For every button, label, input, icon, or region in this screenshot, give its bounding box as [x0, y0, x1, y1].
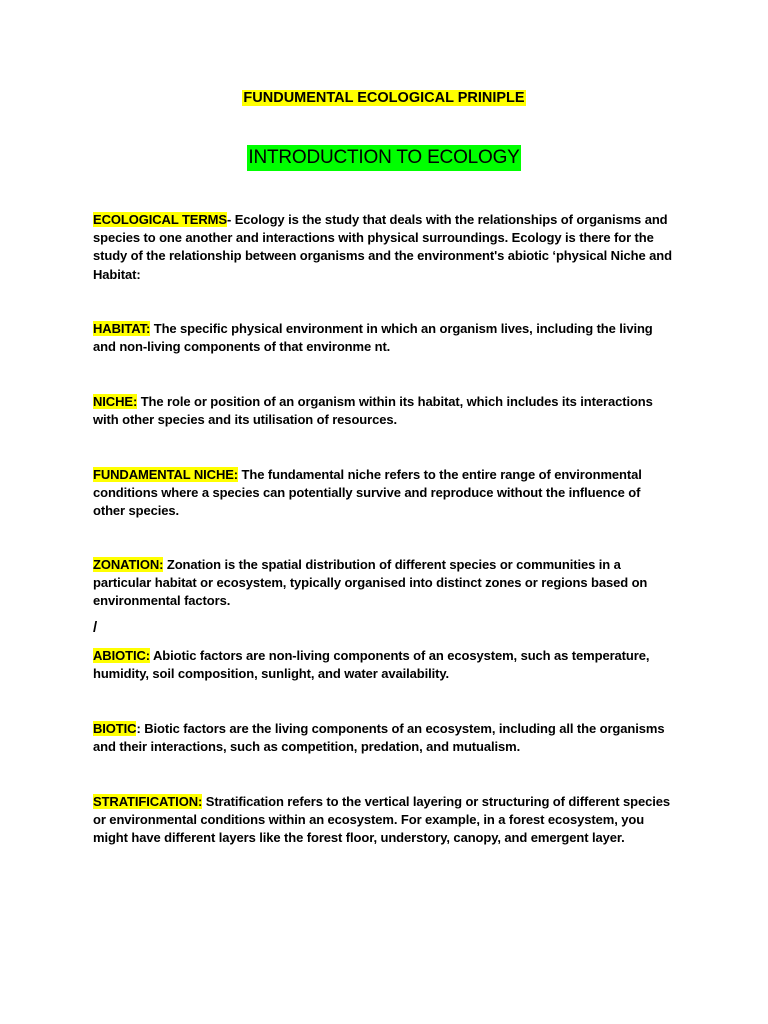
term-label: ABIOTIC: — [93, 648, 150, 663]
term-definition: : Biotic factors are the living components of an ecosystem, including all the organisms and their interactions, such as competition, predation, and mutualism. — [93, 721, 665, 755]
term-definition: The specific physical environment in which an organism lives, including the living and non-living components of that environme nt. — [93, 321, 653, 355]
term-label: FUNDAMENTAL NICHE: — [93, 467, 239, 482]
term-label: BIOTIC — [93, 721, 137, 736]
term-definition: Zonation is the spatial distribution of different species or communities in a particular habitat or ecosystem, typically organised into distinct zones or regions based on environmental factors. — [93, 557, 648, 609]
document-subtitle — [0, 145, 768, 171]
section-ecological-terms — [93, 211, 675, 284]
term-label: ECOLOGICAL TERMS — [93, 212, 227, 227]
section-habitat — [93, 320, 675, 356]
term-label: STRATIFICATION: — [93, 794, 203, 809]
section-abiotic — [93, 647, 675, 683]
term-definition: Stratification refers to the vertical layering or structuring of different species or environmental conditions within an ecosystem. For example, in a forest ecosystem, you might have different layers like the forest floor, understory, canopy, and emergent layer. — [93, 794, 670, 846]
section-zonation — [93, 556, 675, 611]
document-subtitle-text: INTRODUCTION TO ECOLOGY — [247, 145, 520, 171]
section-niche — [93, 393, 675, 429]
section-fundamental-niche — [93, 466, 675, 521]
document-title-text: FUNDUMENTAL ECOLOGICAL PRINIPLE — [243, 90, 525, 106]
term-definition: The role or position of an organism within its habitat, which includes its interactions with other species and its utilisation of resources. — [93, 394, 653, 428]
term-definition: - Ecology is the study that deals with the relationships of organisms and species to one another and interactions with physical surroundings. Ecology is there for the study of the relationship between organisms and the environment's abiotic ‘physical Niche and Habitat: — [93, 212, 672, 282]
term-definition: The fundamental niche refers to the entire range of environmental conditions where a species can potentially survive and reproduce without the influence of other species. — [93, 467, 642, 519]
separator-slash: / — [93, 619, 98, 636]
section-biotic — [93, 720, 675, 756]
document-title — [0, 89, 768, 107]
term-label: ZONATION: — [93, 557, 164, 572]
section-stratification — [93, 793, 675, 848]
term-label: HABITAT: — [93, 321, 151, 336]
term-definition: Abiotic factors are non-living components of an ecosystem, such as temperature, humidity, soil composition, sunlight, and water availability. — [93, 648, 650, 682]
term-label: NICHE: — [93, 394, 138, 409]
